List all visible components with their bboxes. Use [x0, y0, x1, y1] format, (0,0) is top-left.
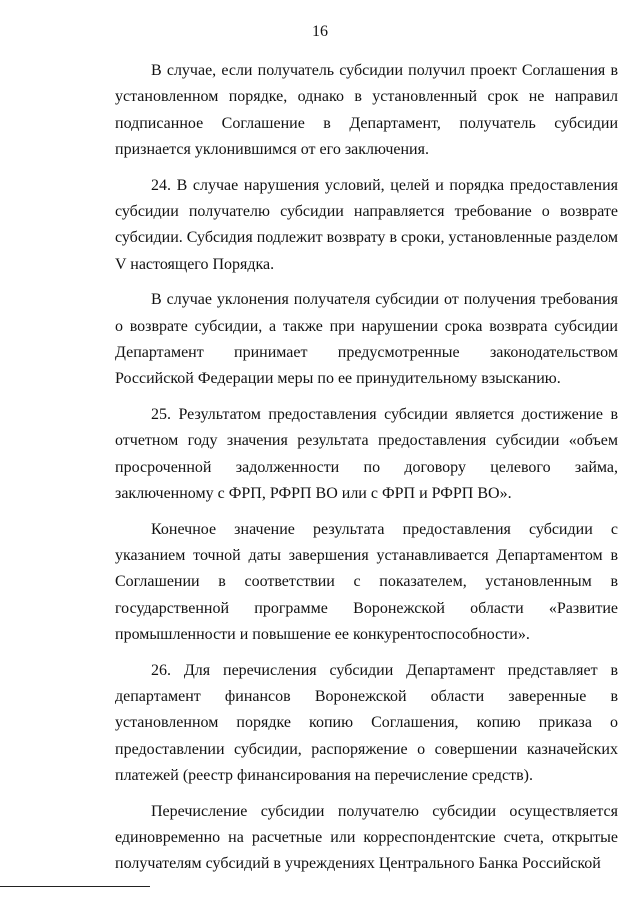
footer-divider-line [0, 886, 150, 887]
paragraph-item-25: 25. Результатом предоставления субсидии является достижение в отчетном году значения результата предоставления субсидии «объем просроченной задолженности по договору целевого займа, заключенному с ФРП, РФРП ВО или с ФРП и РФРП ВО». [115, 405, 618, 503]
paragraph-final-result-value: Конечное значение результата предоставления субсидии с указанием точной даты завершения устанавливается Департаментом в Соглашении в соответствии с показателем, установленным в государственной программе Воронежской области «Развитие промышленности и повышение ее конкурентоспособности». [115, 520, 618, 644]
page-number: 16 [312, 23, 328, 40]
paragraph-enforced-recovery: В случае уклонения получателя субсидии от получения требования о возврате субсидии, а также при нарушении срока возврата субсидии Департамент принимает предусмотренные законодательством Российской Федерации меры по ее принудительному взысканию. [115, 291, 618, 388]
paragraph-item-24: 24. В случае нарушения условий, целей и порядка предоставления субсидии получателю субсидии направляется требование о возврате субсидии. Субсидия подлежит возврату в сроки, установленные разделом V настоящего Порядка. [115, 176, 618, 273]
paragraph-refusal-to-sign: В случае, если получатель субсидии получил проект Соглашения в установленном порядке, однако в установленный срок не направил подписанное Соглашение в Департамент, получатель субсидии признается уклонившимся от его заключения. [115, 62, 618, 159]
paragraph-item-26: 26. Для перечисления субсидии Департамент представляет в департамент финансов Воронежской области заверенные в установленном порядке копию Соглашения, копию приказа о предоставлении субсидии, распоряжение о совершении казначейских платежей (реестр финансирования на перечисление средств). [115, 661, 618, 785]
document-body [115, 58, 618, 887]
paragraph-transfer-of-subsidy: Перечисление субсидии получателю субсидии осуществляется единовременно на расчетные или корреспондентские счета, открытые получателям субсидий в учреждениях Центрального Банка Российской [115, 802, 618, 873]
